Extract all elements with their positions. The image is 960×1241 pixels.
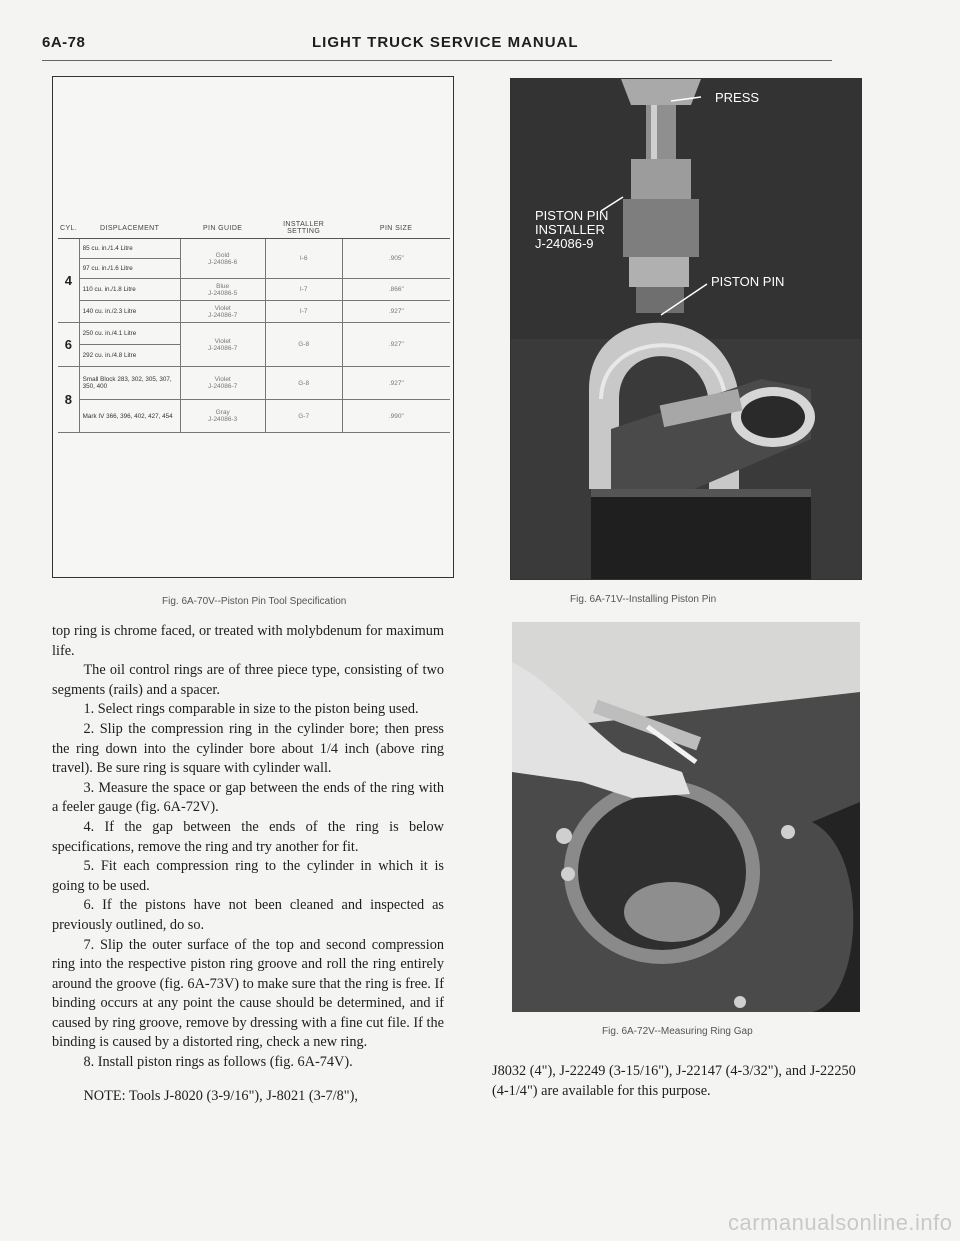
table-row [58, 279, 450, 301]
pin-guide-part: J-24086-7 [208, 344, 238, 352]
watermark: carmanualsonline.info [728, 1210, 953, 1235]
press-label: PRESS [715, 90, 760, 105]
feeler-gauge-illustration [512, 622, 860, 1012]
table-row [58, 239, 450, 259]
pin-guide-part: J-24086-3 [208, 416, 238, 423]
displacement-cell: 97 cu. in./1.6 Litre [79, 259, 180, 279]
body-text-right [492, 1062, 862, 1101]
body-paragraph: 2. Slip the compression ring in the cylinder bore; then press the ring down into the cylinder bore about 1/4 inch (above ring travel). Be sure ring is square with cylinder wall. [52, 720, 444, 777]
cyl-cell: 8 [58, 367, 79, 433]
pin-guide-color: Gray [215, 409, 230, 416]
pin-guide-color: Violet [214, 337, 231, 345]
col-header-pin-guide: PIN GUIDE [180, 219, 265, 239]
installer-setting-cell: G-8 [265, 367, 342, 400]
pin-guide-part: J-24086-7 [208, 311, 238, 319]
pin-guide-cell [180, 301, 265, 323]
pin-guide-part: J-24086-6 [208, 258, 238, 266]
pin-guide-color: Blue [216, 282, 230, 290]
figure-caption-70v: Fig. 6A-70V--Piston Pin Tool Specification [162, 596, 347, 607]
pin-guide-color: Gold [215, 251, 230, 259]
col-header-installer-setting: INSTALLER SETTING [265, 219, 342, 239]
table-row [58, 301, 450, 323]
installing-piston-pin-photo [510, 78, 862, 580]
figure-caption-72v: Fig. 6A-72V--Measuring Ring Gap [602, 1026, 753, 1037]
installer-setting-cell: G-8 [265, 323, 342, 367]
pin-size-cell: .990" [342, 400, 450, 433]
piston-pin-label: PISTON PIN [711, 274, 785, 289]
cyl-cell: 6 [58, 323, 79, 367]
body-paragraph: 8. Install piston rings as follows (fig. 6A-74V). [83, 1054, 353, 1071]
pin-guide-color: Violet [214, 304, 231, 312]
table-row [58, 400, 450, 433]
body-paragraph: 6. If the pistons have not been cleaned and inspected as previously outlined, do so. [52, 897, 444, 933]
installer-setting-cell: I-7 [265, 301, 342, 323]
table-row [58, 367, 450, 400]
displacement-cell: 292 cu. in./4.8 Litre [79, 345, 180, 367]
body-text-left [52, 622, 444, 1106]
note-paragraph: NOTE: Tools J-8020 (3-9/16"), J-8021 (3-7/8"), [83, 1087, 358, 1104]
col-header-displacement: DISPLACEMENT [79, 219, 180, 239]
col-header-pin-size: PIN SIZE [342, 219, 450, 239]
displacement-cell: 85 cu. in./1.4 Litre [79, 239, 180, 259]
measuring-ring-gap-photo [512, 622, 860, 1012]
body-paragraph: 1. Select rings comparable in size to the piston being used. [83, 701, 419, 718]
displacement-cell: 250 cu. in./4.1 Litre [79, 323, 180, 345]
body-paragraph: 4. If the gap between the ends of the ring is below specifications, remove the ring and try another for fit. [52, 818, 444, 855]
cyl-cell: 4 [58, 239, 79, 323]
page-number: 6A-78 [42, 34, 86, 51]
pin-size-cell: .905" [342, 239, 450, 279]
installer-label-line2: INSTALLER [535, 222, 605, 237]
pin-size-cell: .866" [342, 279, 450, 301]
displacement-cell: 110 cu. in./1.8 Litre [79, 279, 180, 301]
installer-label-line1: PISTON PIN [535, 208, 609, 223]
col-header-cyl: CYL. [58, 219, 79, 239]
pin-guide-cell [180, 367, 265, 400]
pin-guide-part: J-24086-5 [208, 289, 238, 297]
pin-guide-cell [180, 400, 265, 433]
displacement-cell: Small Block 283, 302, 305, 307, 350, 400 [79, 367, 180, 400]
pin-guide-color: Violet [214, 376, 231, 383]
installer-label [535, 209, 608, 251]
header-rule [42, 60, 832, 61]
body-paragraph: 7. Slip the outer surface of the top and second compression ring into the respective piston ring groove and roll the ring entirely around the groove (fig. 6A-73V) to make sure that the ring is free. If binding occurs at any point the cause should be determined, and if caused by ring groove, remove by dressing with a fine cut file. If the binding is caused by a distorted ring, check a new ring. [52, 936, 444, 1051]
pin-guide-cell [180, 323, 265, 367]
figure-caption-71v: Fig. 6A-71V--Installing Piston Pin [570, 594, 717, 605]
piston-pin-spec-table [58, 219, 450, 433]
installer-setting-cell: I-7 [265, 279, 342, 301]
displacement-cell: Mark IV 366, 396, 402, 427, 454 [79, 400, 180, 433]
installer-setting-cell: G-7 [265, 400, 342, 433]
body-paragraph: J8032 (4"), J-22249 (3-15/16"), J-22147 (4-3/32"), and J-22250 (4-1/4") are available for this purpose. [492, 1063, 856, 1099]
manual-title: LIGHT TRUCK SERVICE MANUAL [312, 34, 579, 51]
pin-guide-part: J-24086-7 [208, 383, 238, 390]
body-paragraph: The oil control rings are of three piece type, consisting of two segments (rails) and a spacer. [52, 662, 444, 698]
table-row [58, 323, 450, 345]
pin-size-cell: .927" [342, 367, 450, 400]
displacement-cell: 140 cu. in./2.3 Litre [79, 301, 180, 323]
press-and-piston-illustration [511, 79, 861, 579]
pin-guide-cell [180, 279, 265, 301]
piston-pin-spec-figure [52, 76, 454, 578]
installer-label-line3: J-24086-9 [535, 236, 594, 251]
pin-size-cell: .927" [342, 323, 450, 367]
installer-setting-cell: I-6 [265, 239, 342, 279]
body-paragraph: top ring is chrome faced, or treated with molybdenum for maximum life. [52, 623, 444, 659]
body-paragraph: 3. Measure the space or gap between the ends of the ring with a feeler gauge (fig. 6A-72V). [52, 779, 444, 816]
body-paragraph: 5. Fit each compression ring to the cylinder in which it is going to be used. [52, 858, 444, 894]
pin-size-cell: .927" [342, 301, 450, 323]
pin-guide-cell [180, 239, 265, 279]
